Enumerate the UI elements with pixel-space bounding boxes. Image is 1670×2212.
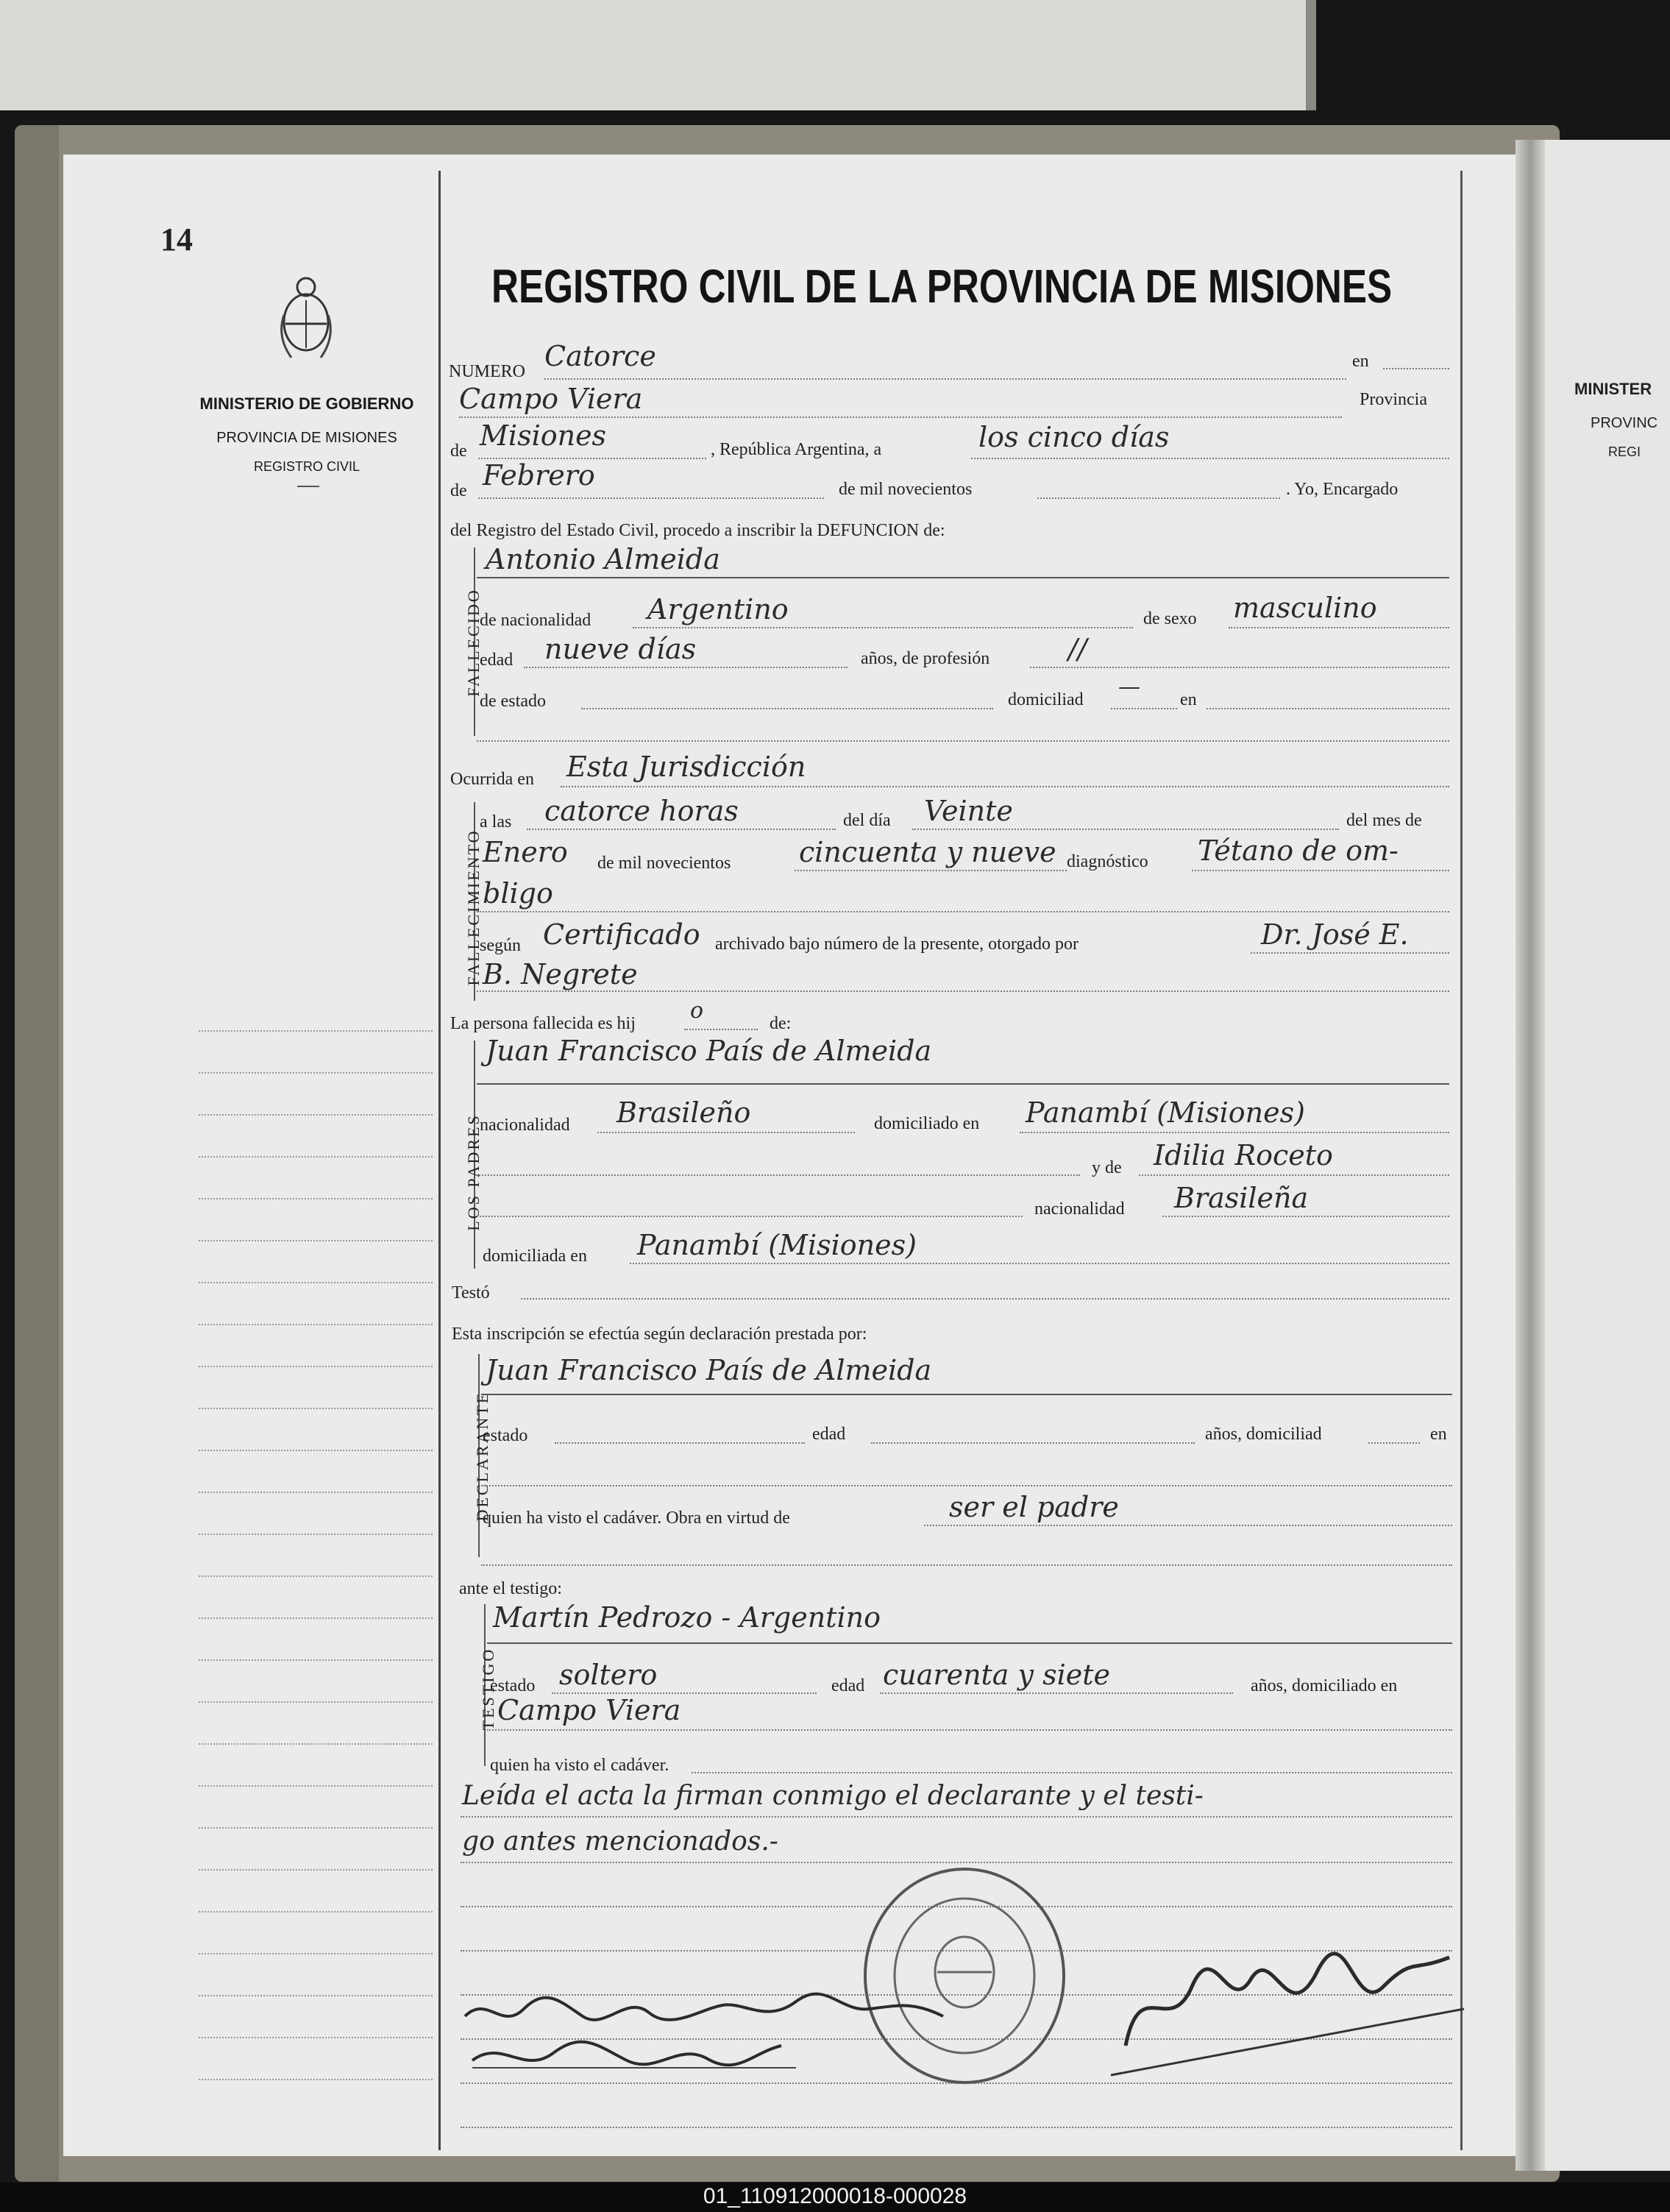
margin-line	[199, 1953, 433, 1954]
margin-line	[199, 1701, 433, 1703]
label-archivado: archivado bajo número de la presente, otorgado por	[715, 935, 1079, 954]
line	[477, 577, 1449, 578]
label-edad-3: edad	[831, 1676, 865, 1695]
label-nacionalidad: de nacionalidad	[480, 611, 591, 630]
registry-name: REGISTRO CIVIL	[253, 459, 360, 474]
line	[1251, 952, 1449, 954]
hw-madre-nacionalidad: Brasileña	[1174, 1182, 1309, 1214]
label-ocurrida: Ocurrida en	[450, 770, 534, 789]
line	[1037, 497, 1280, 499]
hw-declarante: Juan Francisco País de Almeida	[486, 1354, 932, 1386]
hw-nacionalidad: Argentino	[647, 593, 789, 625]
label-y-de: y de	[1092, 1158, 1122, 1177]
section-label-testigo: TESTIGO	[479, 1647, 497, 1731]
section-label-fallecido: FALLECIDO	[464, 588, 483, 697]
line	[477, 1174, 1080, 1176]
line	[597, 1132, 855, 1133]
hw-anio: cincuenta y nueve	[799, 836, 1056, 868]
label-de-colon: de:	[770, 1014, 792, 1033]
line	[1030, 667, 1449, 668]
label-edad: edad	[480, 651, 514, 670]
hw-fecha: los cinco días	[978, 421, 1170, 453]
ministry-name: MINISTERIO DE GOBIERNO	[199, 394, 414, 413]
document-title: REGISTRO CIVIL DE LA PROVINCIA DE MISIONES	[491, 260, 1393, 313]
margin-line	[199, 1282, 433, 1283]
label-segun: según	[480, 936, 521, 955]
label-a-las: a las	[480, 812, 512, 832]
label-ante-testigo: ante el testigo:	[459, 1579, 562, 1598]
hw-madre-domicilio: Panambí (Misiones)	[637, 1229, 917, 1261]
line	[487, 1642, 1452, 1644]
line	[461, 2127, 1452, 2128]
label-testo: Testó	[452, 1283, 490, 1302]
coat-of-arms-icon	[269, 271, 343, 366]
line	[477, 911, 1449, 912]
upper-book-page	[0, 0, 1306, 110]
margin-line	[199, 1408, 433, 1409]
line	[487, 1729, 1452, 1731]
hw-horas: catorce horas	[544, 795, 739, 827]
margin-line	[199, 1827, 433, 1829]
hw-leida: Leída el acta la firman conmigo el declarante y el testi-	[462, 1781, 1204, 1811]
margin-line	[199, 1450, 433, 1451]
margin-line	[199, 1156, 433, 1158]
margin-line	[199, 1659, 433, 1661]
line	[1192, 870, 1449, 871]
line	[912, 829, 1339, 830]
hw-dia: Veinte	[924, 795, 1013, 827]
line	[477, 1216, 1023, 1217]
line	[880, 1692, 1233, 1694]
margin-line	[199, 1911, 433, 1913]
line	[1162, 1216, 1449, 1217]
margin-line	[199, 1114, 433, 1116]
margin-line	[199, 1366, 433, 1367]
signature-encargado-icon	[1104, 1928, 1471, 2090]
book-spine	[15, 125, 59, 2182]
hw-diagnostico: Tétano de om-	[1198, 834, 1399, 867]
label-sexo: de sexo	[1143, 609, 1197, 628]
label-domiciliad: domiciliad	[1008, 690, 1084, 709]
line	[871, 1442, 1195, 1444]
label-en-4: en	[1430, 1425, 1447, 1444]
line	[1020, 1132, 1449, 1133]
margin-line	[199, 2037, 433, 2038]
line	[924, 1525, 1452, 1526]
label-de-2: de	[450, 481, 467, 500]
label-encargado: . Yo, Encargado	[1286, 480, 1399, 499]
hw-testigo-edad: cuarenta y siete	[883, 1659, 1110, 1691]
label-provincia: Provincia	[1360, 390, 1427, 409]
hw-testigo-domicilio: Campo Viera	[497, 1694, 681, 1726]
label-domiciliado-en: domiciliado en	[874, 1114, 980, 1133]
label-inscripcion: Esta inscripción se efectúa según declaración prestada por:	[452, 1325, 867, 1344]
hw-medico-cont: B. Negrete	[483, 958, 638, 990]
right-border	[1460, 171, 1463, 2150]
label-estado-3: estado	[490, 1676, 536, 1695]
section-label-padres: LOS PADRES	[464, 1113, 483, 1231]
margin-line	[199, 1995, 433, 1996]
margin-line	[199, 1030, 433, 1032]
line	[481, 1564, 1452, 1566]
line	[524, 667, 848, 668]
line	[477, 1083, 1449, 1085]
adjacent-page-text: PROVINC	[1591, 415, 1658, 431]
margin-divider	[438, 171, 441, 2150]
label-en: en	[1352, 352, 1369, 371]
line	[581, 708, 993, 709]
label-del-dia: del día	[843, 811, 891, 830]
line	[555, 1442, 805, 1444]
line	[478, 497, 824, 499]
line	[459, 416, 1342, 418]
hw-madre: Idilia Roceto	[1154, 1139, 1333, 1171]
line	[1207, 708, 1449, 709]
margin-line	[199, 1198, 433, 1199]
line	[971, 458, 1449, 459]
hw-provincia: Misiones	[480, 419, 607, 452]
label-estado: de estado	[480, 692, 546, 711]
hw-padre-domicilio: Panambí (Misiones)	[1026, 1096, 1305, 1129]
margin-line	[199, 1575, 433, 1577]
line	[477, 990, 1449, 992]
margin-line	[199, 1785, 433, 1787]
label-en-3: en	[1180, 690, 1197, 709]
line	[1368, 1442, 1420, 1444]
line	[692, 1772, 1452, 1773]
province-name: PROVINCIA DE MISIONES	[216, 430, 397, 446]
hw-profesion: //	[1068, 633, 1087, 665]
line	[527, 829, 836, 830]
label-edad-2: edad	[812, 1425, 846, 1444]
label-nacionalidad-3: nacionalidad	[1034, 1199, 1125, 1219]
line	[630, 1263, 1449, 1264]
hw-mes-de: Enero	[483, 836, 568, 868]
margin-line	[199, 1072, 433, 1074]
hw-segun: Certificado	[543, 918, 700, 951]
hw-sexo: masculino	[1233, 592, 1377, 624]
hw-domiciliad: —	[1118, 674, 1140, 700]
label-nacionalidad-2: nacionalidad	[480, 1116, 570, 1135]
label-de-mil: de mil novecientos	[597, 854, 731, 873]
label-del-mes: del mes de	[1346, 811, 1422, 830]
line	[684, 1029, 758, 1030]
label-de: de	[450, 442, 467, 461]
label-diagnostico: diagnóstico	[1067, 852, 1148, 871]
label-quien-visto: quien ha visto el cadáver. Obra en virtud de	[483, 1509, 790, 1528]
hw-leida-cont: go antes mencionados.-	[462, 1826, 778, 1857]
label-mil-novecientos: de mil novecientos	[839, 480, 973, 499]
margin-line	[199, 1492, 433, 1493]
line	[1383, 368, 1449, 369]
margin-line	[199, 1240, 433, 1241]
hw-diagnostico-cont: bligo	[483, 877, 553, 910]
hw-padre: Juan Francisco País de Almeida	[486, 1035, 932, 1067]
hw-ocurrida: Esta Jurisdicción	[566, 751, 806, 783]
hw-testigo-estado: soltero	[559, 1659, 658, 1691]
line	[521, 1298, 1449, 1300]
line	[481, 1394, 1452, 1395]
hw-hijo-sufijo: o	[690, 998, 704, 1024]
page-gutter	[1516, 140, 1545, 2171]
hw-testigo: Martín Pedrozo - Argentino	[493, 1601, 881, 1634]
hw-virtud: ser el padre	[949, 1491, 1119, 1523]
margin-line	[199, 1743, 433, 1745]
image-caption: 01_110912000018-000028	[703, 2184, 967, 2208]
section-label-declarante: DECLARANTE	[473, 1391, 491, 1522]
hw-medico: Dr. José E.	[1261, 918, 1409, 951]
hw-lugar: Campo Viera	[459, 383, 643, 415]
label-republica: , República Argentina, a	[711, 440, 882, 459]
label-anos-domiciliad: años, domiciliad	[1205, 1425, 1322, 1444]
line	[1139, 1174, 1449, 1176]
margin-line	[199, 1617, 433, 1619]
header-underline	[297, 486, 319, 487]
adjacent-page-text: MINISTER	[1574, 380, 1652, 398]
margin-line	[199, 1869, 433, 1871]
margin-line	[199, 2079, 433, 2080]
adjacent-page-text: REGI	[1608, 444, 1641, 459]
line	[633, 627, 1133, 628]
label-del-registro: del Registro del Estado Civil, procedo a inscribir la DEFUNCION de:	[450, 521, 945, 540]
section-label-fallecimiento: FALLECIMIENTO	[464, 829, 483, 986]
hw-padre-nacionalidad: Brasileño	[617, 1096, 751, 1129]
label-persona: La persona fallecida es hij	[450, 1014, 636, 1033]
page-number: 14	[160, 221, 193, 258]
line	[1229, 627, 1449, 628]
hw-mes: Febrero	[483, 459, 595, 492]
line	[461, 1816, 1452, 1818]
margin-line	[199, 1534, 433, 1535]
line	[795, 870, 1067, 871]
line	[544, 378, 1346, 380]
line	[1111, 708, 1177, 709]
signature-declarante-icon	[458, 1972, 1105, 2119]
label-anos-domiciliado: años, domiciliado en	[1251, 1676, 1398, 1695]
upper-page-edge	[1306, 0, 1316, 110]
hw-fallecido-nombre: Antonio Almeida	[486, 543, 720, 575]
line	[477, 740, 1449, 742]
label-estado-2: estado	[483, 1426, 528, 1445]
margin-line	[199, 1324, 433, 1325]
line	[561, 786, 1449, 787]
line	[481, 1485, 1452, 1486]
label-quien-visto-2: quien ha visto el cadáver.	[490, 1756, 669, 1775]
adjacent-page	[1543, 140, 1670, 2171]
hw-edad: nueve días	[544, 633, 697, 665]
label-domiciliada-en: domiciliada en	[483, 1247, 587, 1266]
label-profesion: años, de profesión	[861, 649, 990, 668]
hw-numero: Catorce	[544, 340, 656, 372]
label-numero: NUMERO	[449, 362, 526, 381]
